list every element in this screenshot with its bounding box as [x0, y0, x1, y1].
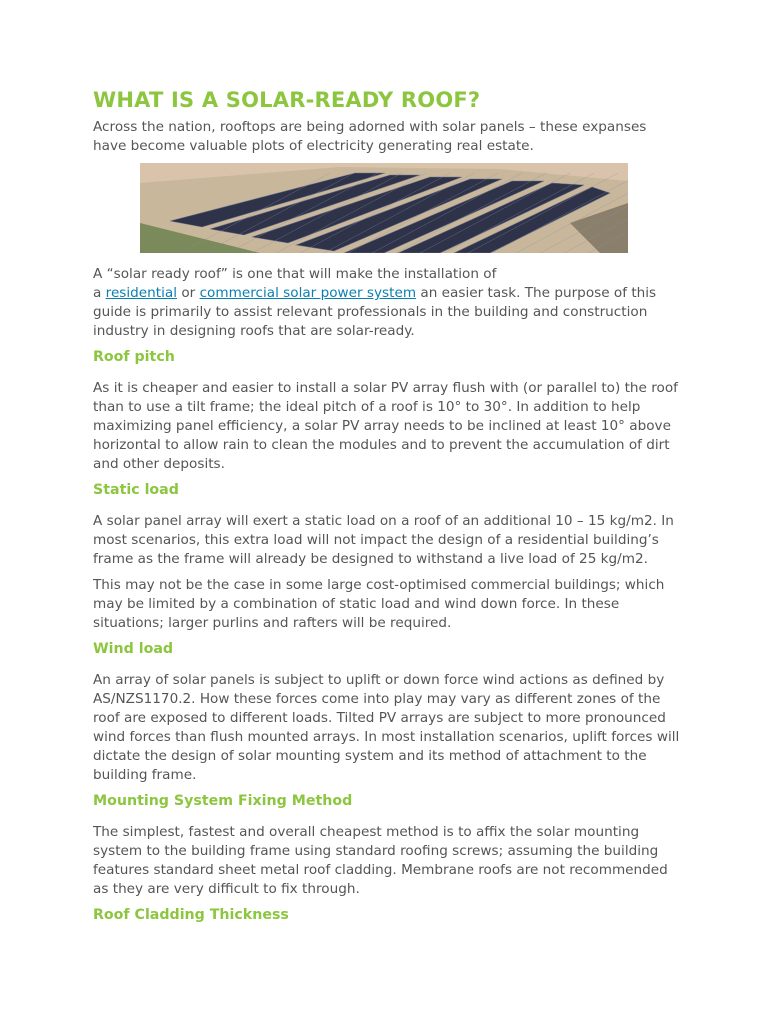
heading-mounting-system: Mounting System Fixing Method: [93, 793, 353, 809]
definition-paragraph: [93, 265, 683, 341]
roof-pitch-paragraph: As it is cheaper and easier to install a solar PV array flush with (or parallel to) the roof than to use a tilt frame; the ideal pitch of a roof is 10° to 30°. In addition to help maximizing panel efficiency, a solar PV array needs to be inclined at least 10° above horizontal to allow rain to clean the modules and to prevent the accumulation of dirt and other deposits.: [93, 380, 678, 472]
residential-link[interactable]: residential: [105, 285, 177, 301]
definition-prefix: a: [93, 285, 106, 301]
solar-roof-photo-svg: [140, 163, 628, 253]
wind-load-paragraph: An array of solar panels is subject to uplift or down force wind actions as defined by AS/NZS1170.2. How these forces come into play may vary as different zones of the roof are exposed to different loads. Tilted PV arrays are subject to more pronounced wind forces than flush mounted arrays. In most installation scenarios, uplift forces will dictate the design of solar mounting system and its method of attachment to the building frame.: [93, 672, 680, 783]
page-title: WHAT IS A SOLAR-READY ROOF?: [93, 88, 481, 112]
commercial-solar-link[interactable]: commercial solar power system: [199, 285, 417, 301]
intro-paragraph: Across the nation, rooftops are being adorned with solar panels – these expanses have become valuable plots of electricity generating real estate.: [93, 119, 647, 154]
solar-roof-photo: [140, 163, 628, 253]
document-page: [93, 86, 683, 925]
definition-rest: an easier task. The purpose of this guide is primarily to assist relevant professionals in the building and construction industry in designing roofs that are solar-ready.: [93, 285, 657, 339]
definition-line1: A “solar ready roof” is one that will make the installation of: [93, 266, 497, 282]
heading-roof-cladding: Roof Cladding Thickness: [93, 907, 289, 923]
mounting-paragraph: The simplest, fastest and overall cheapest method is to affix the solar mounting system to the building frame using standard roofing screws; assuming the building features standard sheet metal roof cladding. Membrane roofs are not recommended as they are very difficult to fix through.: [93, 824, 668, 897]
heading-wind-load: Wind load: [93, 641, 174, 657]
heading-static-load: Static load: [93, 482, 179, 498]
static-load-paragraph-2: This may not be the case in some large cost-optimised commercial buildings; which may be limited by a combination of static load and wind down force. In these situations; larger purlins and rafters will be required.: [93, 577, 665, 631]
definition-or: or: [177, 285, 200, 301]
heading-roof-pitch: Roof pitch: [93, 349, 175, 365]
static-load-paragraph-1: A solar panel array will exert a static load on a roof of an additional 10 – 15 kg/m2. In most scenarios, this extra load will not impact the design of a residential building’s frame as the frame will already be designed to withstand a live load of 25 kg/m2.: [93, 513, 674, 567]
